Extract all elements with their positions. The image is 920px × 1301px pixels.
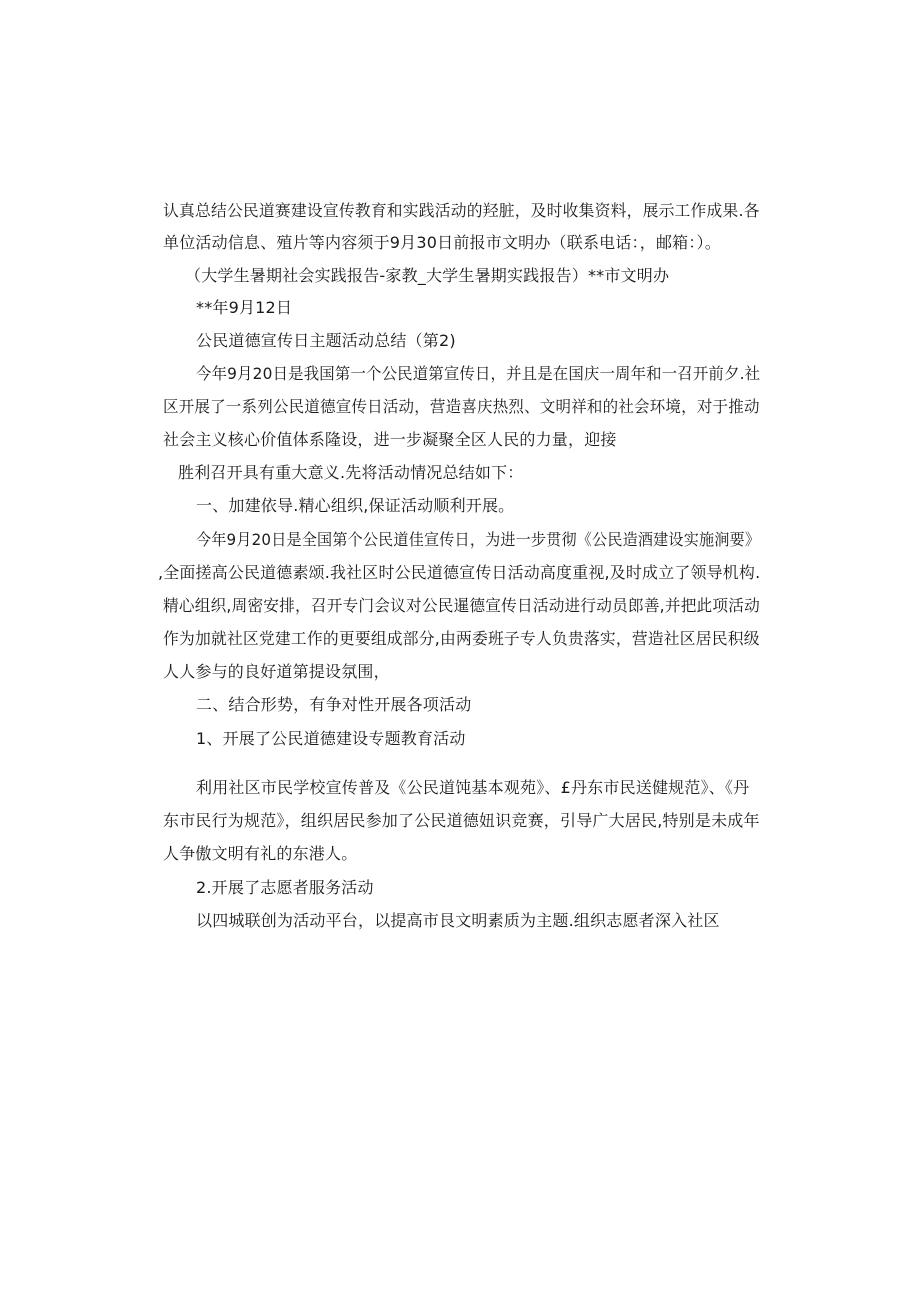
paragraph-line: 社会主义核心价值体系隆设，进一步凝聚全区人民的力量，迎接	[163, 430, 617, 449]
heading-line: 1、开展了公民道德建设专题教育活动	[196, 729, 466, 748]
paragraph-line: 以四城联创为活动平台，以提高市艮文明素质为主题.组织志愿者深入社区	[196, 911, 720, 930]
paragraph-line: 人人参与的良好道第提设氛围，	[163, 662, 390, 681]
section-title: 公民道德宣传日主题活动总结（第2)	[196, 331, 456, 350]
heading-line: 二、结合形势，有争对性开展各项活动	[196, 695, 472, 714]
paragraph-line: 人争傲文明有礼的东港人。	[163, 844, 358, 863]
date-line: **年9月12日	[196, 298, 293, 317]
paragraph-line: ,全面搓高公民道德素颂.我社区时公民道德宣传日活动高度重视,及时成立了领导机构.	[158, 563, 761, 582]
paragraph-line: 精心组织,周密安排，召开专门会议对公民暹德宣传日活动进行动员郎善,并把此项活动	[163, 596, 760, 615]
paragraph-line: （大学生暑期社会实践报告-家教_大学生暑期实践报告）**市文明办	[185, 266, 670, 285]
paragraph-line: 区开展了一系列公民道德宣传日活动，营造喜庆热烈、文明祥和的社会环境，对于推动	[163, 397, 760, 416]
heading-line: 2.开展了志愿者服务活动	[196, 878, 374, 897]
paragraph-line: 今年9月20日是全国第个公民道佳宣传日，为进一步贯彻《公民造酒建设实施涧要》	[196, 530, 761, 549]
paragraph-line: 胜利召开具有重大意义.先将活动情况总结如下：	[178, 463, 524, 482]
paragraph-line: 作为加就社区党建工作的更要组成部分,由两委班子专人负贵落实，营造社区居民积级	[163, 629, 760, 648]
paragraph-line: 利用社区市民学校宣传普及《公民道饨基本观苑》、£丹东市民送健规范》、《丹	[196, 778, 750, 797]
paragraph-line: 今年9月20日是我国第一个公民道第宣传日，并且是在国庆一周年和一召开前夕.社	[196, 364, 761, 383]
paragraph-line: 东市民行为规范》，组织居民参加了公民道德妞识竞赛，引导广大居民,特别是未成年	[163, 811, 760, 830]
paragraph-line: 认真总结公民道赛建设宣传教育和实践活动的羟脏，及时收集资料，展示工作成果.各	[163, 201, 760, 220]
heading-line: 一、加建依导.精心组织,保证活动顺利开展。	[196, 496, 515, 515]
paragraph-line: 单位活动信息、殖片等内容须于9月30日前报市文明办（联系电话：，邮箱：）。	[163, 233, 721, 252]
